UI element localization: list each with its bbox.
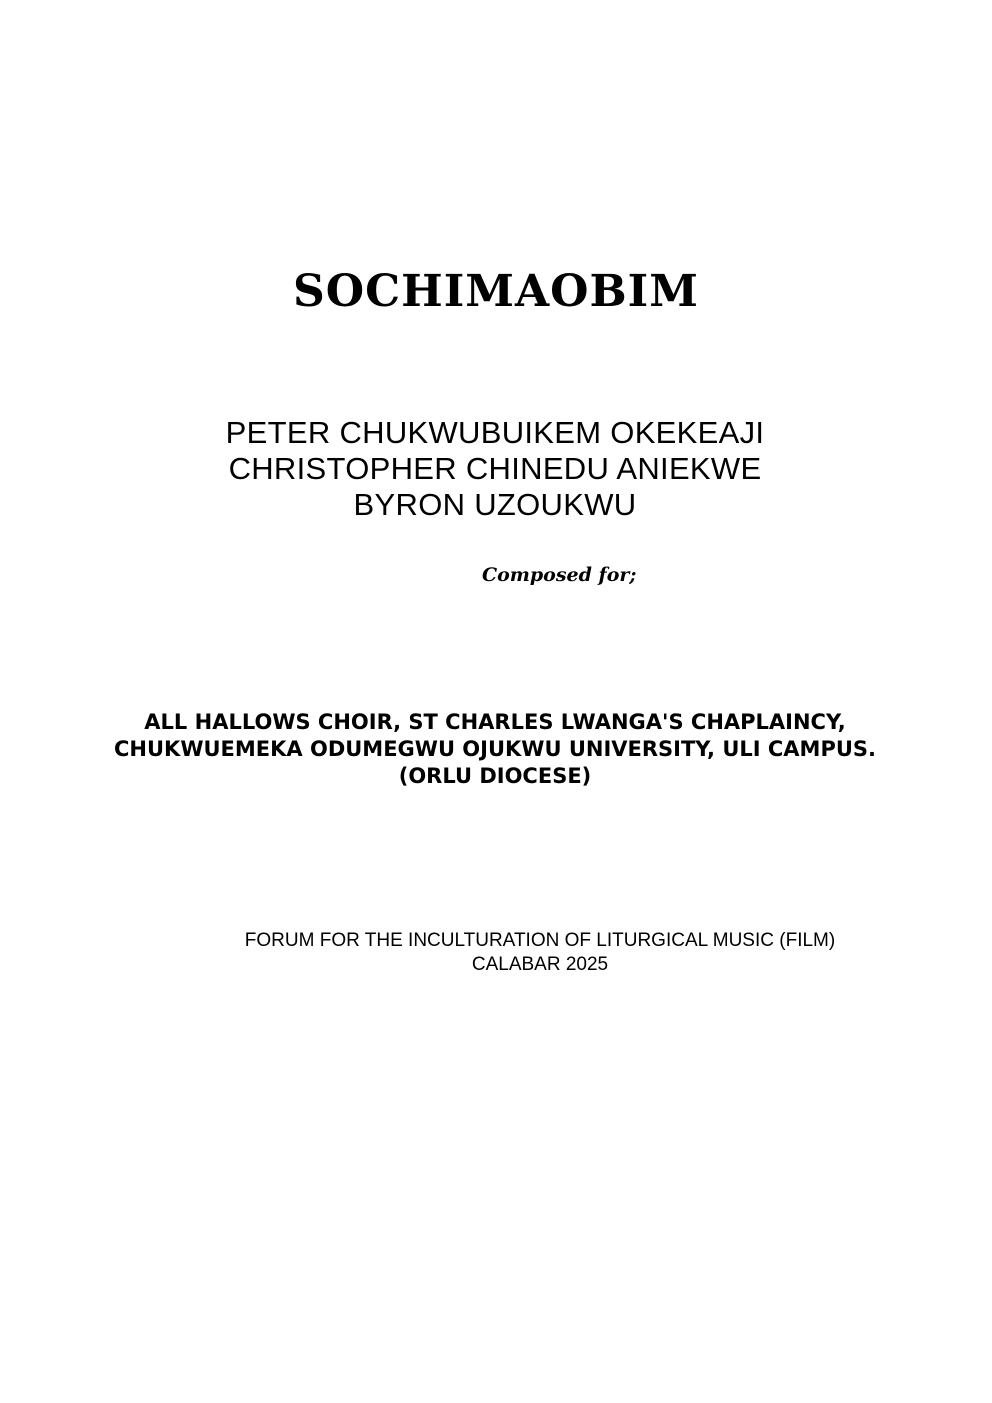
- author-name: PETER CHUKWUBUIKEM OKEKEAJI: [225, 415, 765, 450]
- dedication-block: [60, 709, 930, 790]
- document-title: SOCHIMAOBIM: [293, 266, 699, 317]
- composed-for-label: Composed for;: [482, 564, 637, 586]
- author-list: [120, 415, 870, 523]
- dedication-line: CHUKWUEMEKA ODUMEGWU OJUKWU UNIVERSITY, ULI CAMPUS.: [114, 737, 876, 761]
- dedication-line: ALL HALLOWS CHOIR, ST CHARLES LWANGA'S CHAPLAINCY,: [144, 710, 846, 734]
- forum-block: [140, 929, 940, 977]
- dedication-line: (ORLU DIOCESE): [398, 764, 592, 788]
- author-name: BYRON UZOUKWU: [353, 487, 637, 522]
- forum-location-year: CALABAR 2025: [471, 954, 609, 975]
- forum-name: FORUM FOR THE INCULTURATION OF LITURGICAL MUSIC (FILM): [244, 930, 836, 951]
- author-name: CHRISTOPHER CHINEDU ANIEKWE: [228, 451, 762, 486]
